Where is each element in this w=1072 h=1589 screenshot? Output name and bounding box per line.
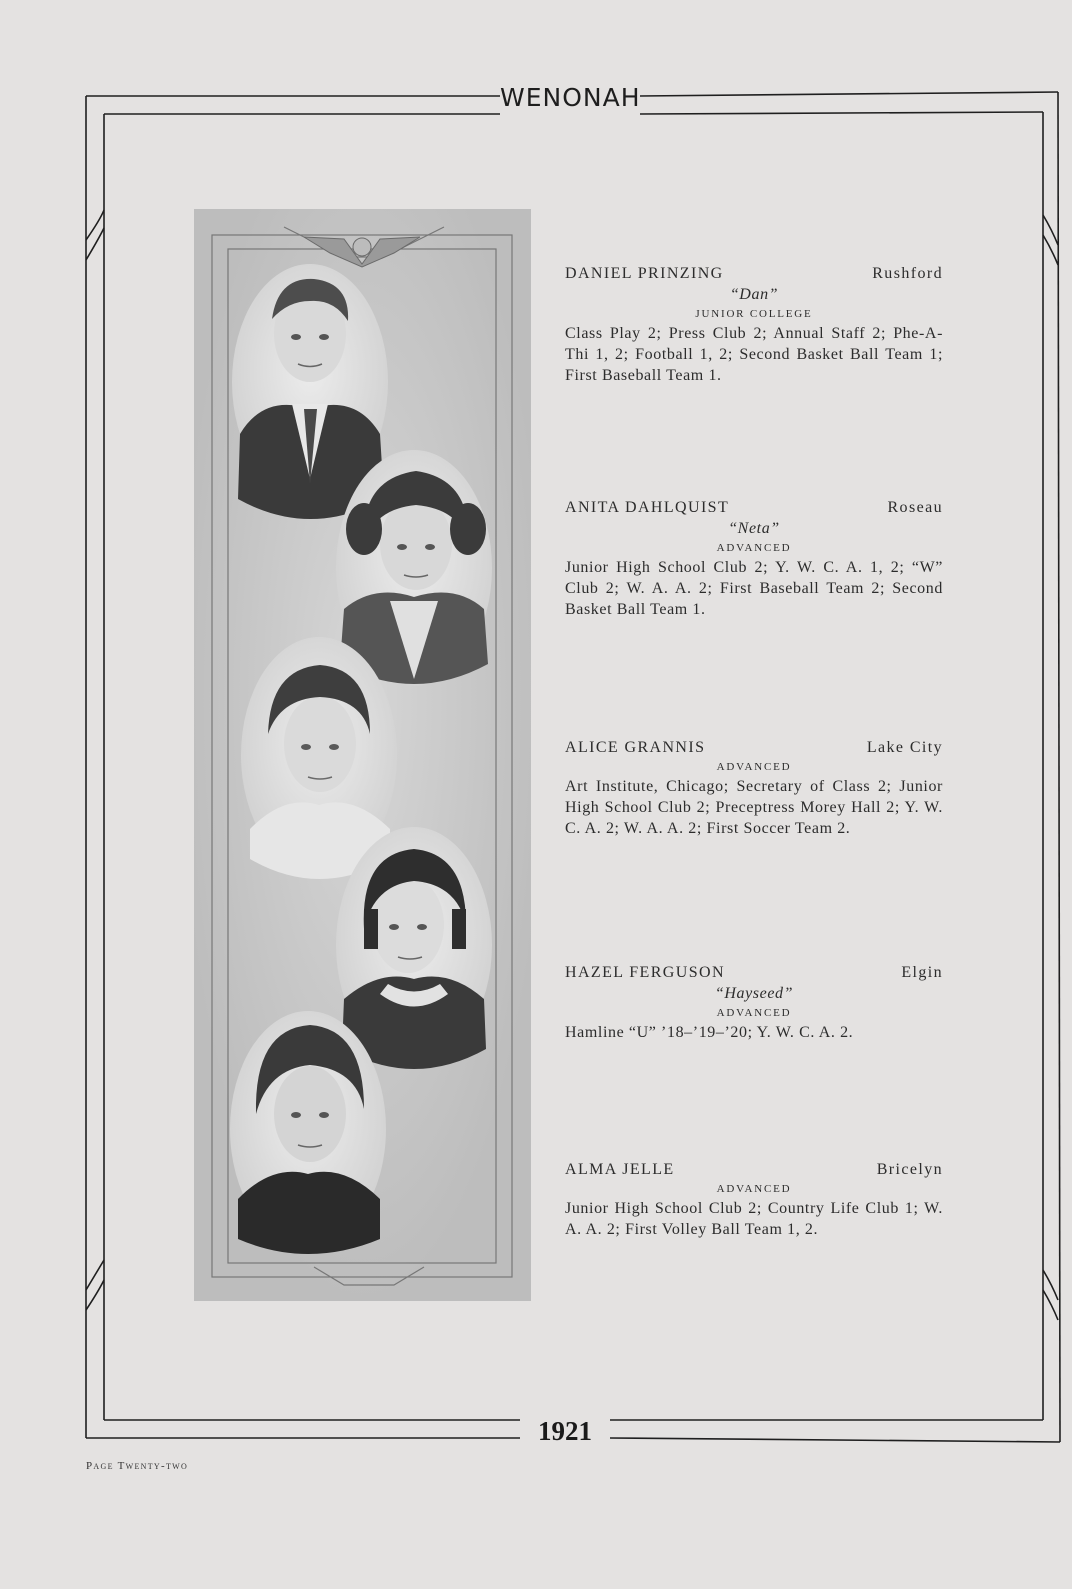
- portrait-alma-jelle: [230, 1011, 386, 1254]
- student-department: ADVANCED: [716, 1183, 792, 1195]
- student-name: HAZEL FERGUSON: [565, 964, 725, 981]
- student-hometown: Lake City: [866, 739, 943, 756]
- portrait-anita-dahlquist: [336, 450, 492, 686]
- student-activities: Class Play 2; Press Club 2; Annual Staff 2; Phe-A-Thi 1, 2; Football 1, 2; Second Basket Ball Team 1; First Baseball Team 1.: [565, 325, 943, 384]
- portrait-hazel-ferguson: [336, 827, 492, 1069]
- student-department: ADVANCED: [716, 761, 792, 773]
- student-name: DANIEL PRINZING: [565, 265, 724, 282]
- student-hometown: Rushford: [872, 265, 943, 282]
- entry-alice-grannis: [565, 737, 943, 839]
- portrait-alice-grannis: [241, 637, 397, 879]
- student-department: ADVANCED: [716, 542, 792, 554]
- student-nickname: “Dan”: [729, 286, 779, 303]
- student-activities: Junior High School Club 2; Country Life Club 1; W. A. A. 2; First Volley Ball Team 1, 2.: [565, 1200, 943, 1238]
- entry-hazel-ferguson: [565, 962, 943, 1043]
- student-hometown: Bricelyn: [876, 1161, 943, 1178]
- student-nickname: “Hayseed”: [714, 985, 794, 1002]
- yearbook-year: 1921: [520, 1416, 610, 1447]
- portrait-panel: [194, 209, 531, 1301]
- student-department: ADVANCED: [716, 1007, 792, 1019]
- student-hometown: Roseau: [887, 499, 943, 516]
- student-activities: Junior High School Club 2; Y. W. C. A. 1, 2; “W” Club 2; W. A. A. 2; First Baseball Team 2; Second Basket Ball Team 1.: [565, 559, 943, 618]
- student-name: ALICE GRANNIS: [565, 739, 706, 756]
- student-name: ALMA JELLE: [565, 1161, 675, 1178]
- entry-daniel-prinzing: [565, 263, 943, 386]
- student-activities: Art Institute, Chicago; Secretary of Class 2; Junior High School Club 2; Preceptress Morey Hall 2; Y. W. C. A. 2; W. A. A. 2; First Soccer Team 2.: [565, 778, 943, 837]
- student-department: JUNIOR COLLEGE: [695, 308, 813, 320]
- student-activities: Hamline “U” ’18–’19–’20; Y. W. C. A. 2.: [565, 1024, 854, 1041]
- entry-anita-dahlquist: [565, 497, 943, 620]
- student-hometown: Elgin: [901, 964, 943, 981]
- yearbook-title: WENONAH: [500, 83, 641, 112]
- page-number-label: Page Twenty-two: [86, 1460, 189, 1472]
- student-nickname: “Neta”: [728, 520, 780, 537]
- entry-alma-jelle: [565, 1159, 943, 1240]
- student-name: ANITA DAHLQUIST: [565, 499, 730, 516]
